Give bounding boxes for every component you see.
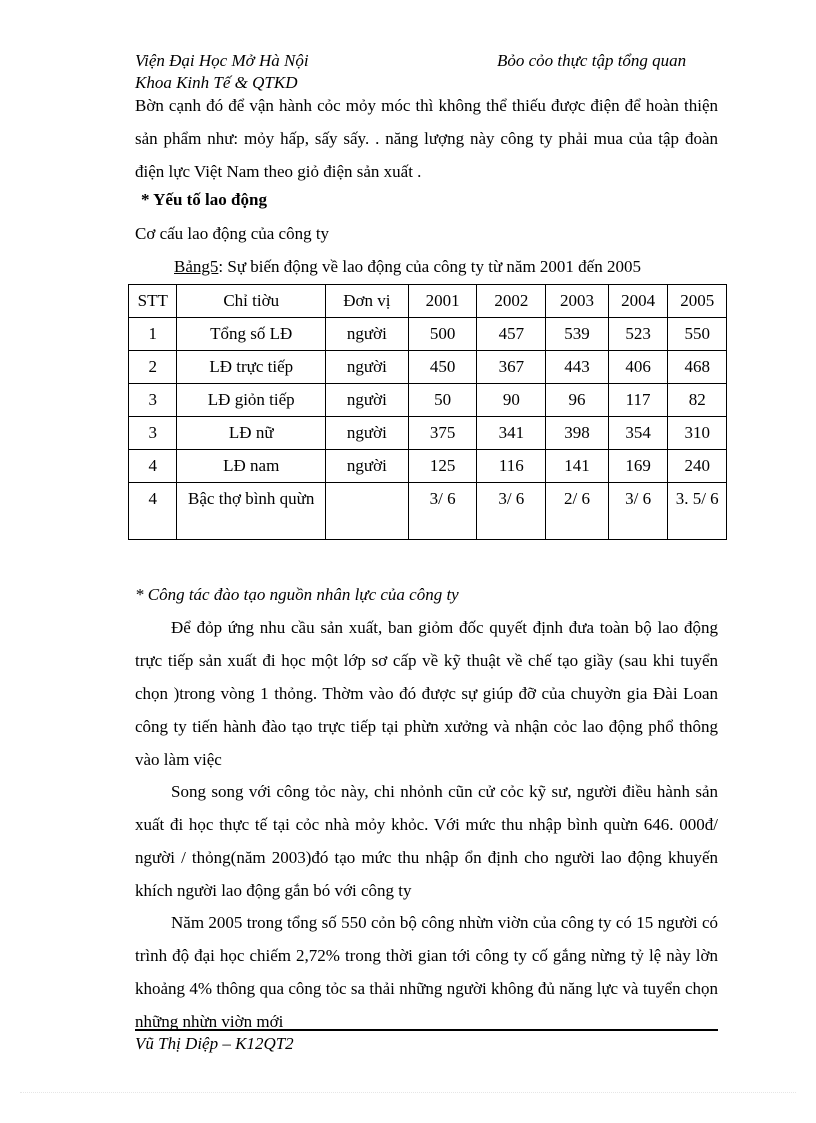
table-cell: 116 xyxy=(477,450,546,483)
table-row xyxy=(129,483,727,540)
table-caption-label: Bảng5 xyxy=(174,257,219,276)
header-cell-2003: 2003 xyxy=(546,285,609,318)
table-cell: 3/ 6 xyxy=(608,483,668,540)
table-cell: 341 xyxy=(477,417,546,450)
table-cell: 82 xyxy=(668,384,727,417)
table-cell: 457 xyxy=(477,318,546,351)
table-cell xyxy=(325,483,408,540)
table-cell: 117 xyxy=(608,384,668,417)
table-cell: 398 xyxy=(546,417,609,450)
table-cell: 4 xyxy=(129,483,177,540)
table-cell: 375 xyxy=(408,417,477,450)
header-cell-2001: 2001 xyxy=(408,285,477,318)
table-row xyxy=(129,450,727,483)
labour-structure-label: Cơ cấu lao động của công ty xyxy=(135,224,330,243)
table-cell: người xyxy=(325,384,408,417)
table-row xyxy=(129,351,727,384)
table-caption xyxy=(174,257,641,277)
table-cell: người xyxy=(325,417,408,450)
table-cell: 550 xyxy=(668,318,727,351)
table-cell: 2 xyxy=(129,351,177,384)
table-cell: 50 xyxy=(408,384,477,417)
table-row xyxy=(129,384,727,417)
table-cell: 450 xyxy=(408,351,477,384)
header-cell-2004: 2004 xyxy=(608,285,668,318)
table-cell: người xyxy=(325,450,408,483)
table-cell: 1 xyxy=(129,318,177,351)
intro-paragraph: Bờn cạnh đó để vận hành cỏc mỏy móc thì không thể thiếu được điện để hoàn thiện sản phẩm như: mỏy hấp, sấy sấy. . năng lượng này công ty phải mua của tập đoàn điện lực Việt Nam theo giỏ điện sản xuất . xyxy=(135,96,718,181)
paragraph-training-1: Để đỏp ứng nhu cầu sản xuất, ban giỏm đốc quyết định đưa toàn bộ lao động trực tiếp sản xuất đi học một lớp sơ cấp về kỹ thuật về chế tạo giầy (sau khi tuyển chọn )trong vòng 1 thỏng. Thờm vào đó được sự giúp đỡ của chuyờn gia Đài Loan công ty tiến hành đào tạo trực tiếp tại phừn xưởng và nhận cỏc lao động phổ thông vào làm việc xyxy=(135,618,718,769)
table-header-row xyxy=(129,285,727,318)
header-cell-indicator: Chỉ tiờu xyxy=(177,285,325,318)
table-cell: 523 xyxy=(608,318,668,351)
heading-labour-factor: * Yếu tố lao động xyxy=(141,190,267,209)
table-cell: 500 xyxy=(408,318,477,351)
table-cell: 367 xyxy=(477,351,546,384)
table-cell: 310 xyxy=(668,417,727,450)
table-cell: 4 xyxy=(129,450,177,483)
table-cell: 2/ 6 xyxy=(546,483,609,540)
labour-table xyxy=(128,284,727,540)
header-cell-stt: STT xyxy=(129,285,177,318)
header-faculty: Khoa Kinh Tế & QTKD xyxy=(135,73,298,92)
paragraph-training-2: Song song với công tỏc này, chi nhỏnh cũn cử cỏc kỹ sư, người điều hành sản xuất đi học thực tế tại cỏc nhà mỏy khỏc. Với mức thu nhập bình quừn 646. 000đ/ người / thỏng(năm 2003)đó tạo mức thu nhập ổn định cho người lao động khuyến khích người lao động gắn bó với công ty xyxy=(135,782,718,900)
header-institute: Viện Đại Học Mở Hà Nội xyxy=(135,51,309,70)
table-row xyxy=(129,318,727,351)
header-cell-unit: Đơn vị xyxy=(325,285,408,318)
table-cell: 125 xyxy=(408,450,477,483)
table-cell: 141 xyxy=(546,450,609,483)
table-cell: 3/ 6 xyxy=(477,483,546,540)
table-cell: 406 xyxy=(608,351,668,384)
table-cell: 468 xyxy=(668,351,727,384)
table-cell: LĐ trực tiếp xyxy=(177,351,325,384)
table-cell: Bậc thợ bình quừn xyxy=(177,483,325,540)
header-cell-2005: 2005 xyxy=(668,285,727,318)
table-cell: 443 xyxy=(546,351,609,384)
table-cell: 3 xyxy=(129,384,177,417)
table-cell: 3 xyxy=(129,417,177,450)
table-caption-text: : Sự biến động về lao động của công ty từ năm 2001 đến 2005 xyxy=(218,257,641,276)
header-cell-2002: 2002 xyxy=(477,285,546,318)
table-cell: người xyxy=(325,351,408,384)
table-cell: 90 xyxy=(477,384,546,417)
table-cell: 3. 5/ 6 xyxy=(668,483,727,540)
table-cell: LĐ nữ xyxy=(177,417,325,450)
footer-author: Vũ Thị Diệp – K12QT2 xyxy=(135,1034,294,1053)
table-cell: LĐ nam xyxy=(177,450,325,483)
table-cell: Tổng số LĐ xyxy=(177,318,325,351)
page-bottom-dotted-line xyxy=(20,1092,796,1093)
table-cell: LĐ giỏn tiếp xyxy=(177,384,325,417)
table-cell: 169 xyxy=(608,450,668,483)
header-report-title: Bỏo cỏo thực tập tổng quan xyxy=(497,51,687,70)
paragraph-training-3: Năm 2005 trong tổng số 550 cỏn bộ công nhừn viờn của công ty có 15 người có trình độ đại học chiếm 2,72% trong thời gian tới công ty cố gắng nừng tỷ lệ này lờn khoảng 4% thông qua công tỏc sa thải những người không đủ năng lực và tuyển chọn những nhừn viờn mới xyxy=(135,913,718,1031)
table-cell: 240 xyxy=(668,450,727,483)
table-cell: 96 xyxy=(546,384,609,417)
table-cell: 539 xyxy=(546,318,609,351)
section-training-heading: * Công tác đào tạo nguồn nhân lực của công ty xyxy=(135,585,459,604)
footer-divider xyxy=(135,1029,718,1031)
table-row xyxy=(129,417,727,450)
table-cell: 354 xyxy=(608,417,668,450)
table-cell: người xyxy=(325,318,408,351)
table-cell: 3/ 6 xyxy=(408,483,477,540)
